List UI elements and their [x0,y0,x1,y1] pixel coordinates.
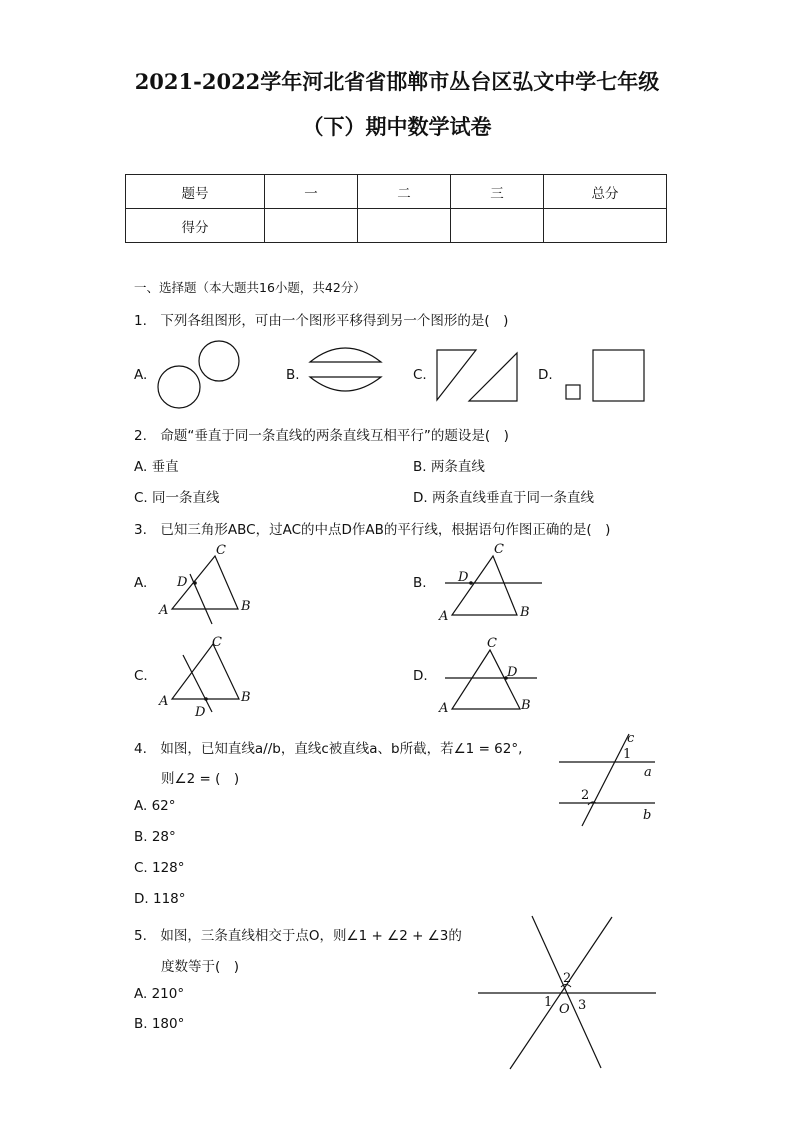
line-label-a: a [644,765,652,780]
exam-title-line1: 2021-2022学年河北省省邯郸市丛台区弘文中学七年级 [134,69,660,94]
point-label-d: D [458,570,469,585]
question-3-stem: 3. 已知三角形ABC，过AC的中点D作AB的平行线，根据语句作图正确的是( ) [134,522,611,538]
score-cell [358,209,451,243]
q1-option-a-figure [150,336,250,416]
question-4-stem-line1: 4. 如图，已知直线a//b，直线c被直线a、b所截，若∠1 = 62°, [134,741,523,757]
score-table [125,174,667,243]
score-row-label: 得分 [126,209,265,243]
q1-option-b-label: B. [286,367,300,383]
point-label-a: A [439,701,449,716]
point-label-d: D [195,705,206,720]
score-cell [451,209,544,243]
angle-label-2: 2 [581,788,590,803]
q3-option-d-figure [435,636,555,721]
score-header-cell: 二 [358,175,451,209]
line-label-c: c [627,731,635,746]
point-label-a: A [159,603,169,618]
exam-title-line2: （下）期中数学试卷 [302,114,492,139]
point-label-a: A [159,694,169,709]
q3-option-b-label: B. [413,575,427,591]
score-header-cell: 一 [265,175,358,209]
point-label-c: C [216,543,226,558]
q4-option-d: D. 118° [134,891,186,907]
point-label-b: B [241,599,251,614]
score-table-score-row [126,209,667,243]
score-header-cell: 题号 [126,175,265,209]
question-1-stem: 1. 下列各组图形，可由一个图形平移得到另一个图形的是( ) [134,313,509,329]
q4-option-c: C. 128° [134,860,185,876]
question-5-stem-line1: 5. 如图，三条直线相交于点O，则∠1 + ∠2 + ∠3的 [134,928,462,944]
point-label-d: D [177,575,188,590]
point-label-c: C [487,636,497,651]
q3-option-c-label: C. [134,668,148,684]
point-label-c: C [212,635,222,650]
point-label-b: B [241,690,251,705]
question-2-stem: 2. 命题“垂直于同一条直线的两条直线互相平行”的题设是( ) [134,428,509,444]
point-label-o: O [559,1002,570,1017]
angle-label-1: 1 [544,995,553,1010]
q5-option-a: A. 210° [134,986,185,1002]
q5-figure [475,912,660,1072]
q1-option-d-label: D. [538,367,553,383]
score-cell [544,209,667,243]
score-table-header-row [126,175,667,209]
line-label-b: b [643,808,652,823]
point-label-b: B [521,698,531,713]
point-label-c: C [494,542,504,557]
q2-option-c: C. 同一条直线 [134,490,220,506]
q3-option-a-figure [155,540,265,625]
score-cell [265,209,358,243]
q2-option-a: A. 垂直 [134,459,179,475]
q3-option-c-figure [155,632,265,722]
q3-option-b-figure [435,542,555,627]
score-header-cell: 三 [451,175,544,209]
q4-option-b: B. 28° [134,829,176,845]
angle-label-2: 2 [563,971,572,986]
q2-option-d: D. 两条直线垂直于同一条直线 [413,490,594,506]
q3-option-a-label: A. [134,575,148,591]
q2-option-b: B. 两条直线 [413,459,485,475]
point-label-d: D [507,665,518,680]
question-4-stem-line2: 则∠2 = ( ) [161,771,240,787]
q3-option-d-label: D. [413,668,428,684]
q4-option-a: A. 62° [134,798,176,814]
q1-option-d-figure [560,345,660,410]
q1-option-c-label: C. [413,367,427,383]
q1-option-b-figure [305,340,395,405]
section-heading: 一、选择题（本大题共16小题，共42分） [134,280,366,295]
question-5-stem-line2: 度数等于( ) [161,959,240,975]
point-label-a: A [439,609,449,624]
angle-label-3: 3 [578,998,587,1013]
q5-option-b: B. 180° [134,1016,185,1032]
score-header-cell: 总分 [544,175,667,209]
angle-label-1: 1 [623,747,632,762]
point-label-b: B [520,605,530,620]
q1-option-c-figure [432,345,532,410]
q4-figure [555,728,665,828]
q1-option-a-label: A. [134,367,148,383]
